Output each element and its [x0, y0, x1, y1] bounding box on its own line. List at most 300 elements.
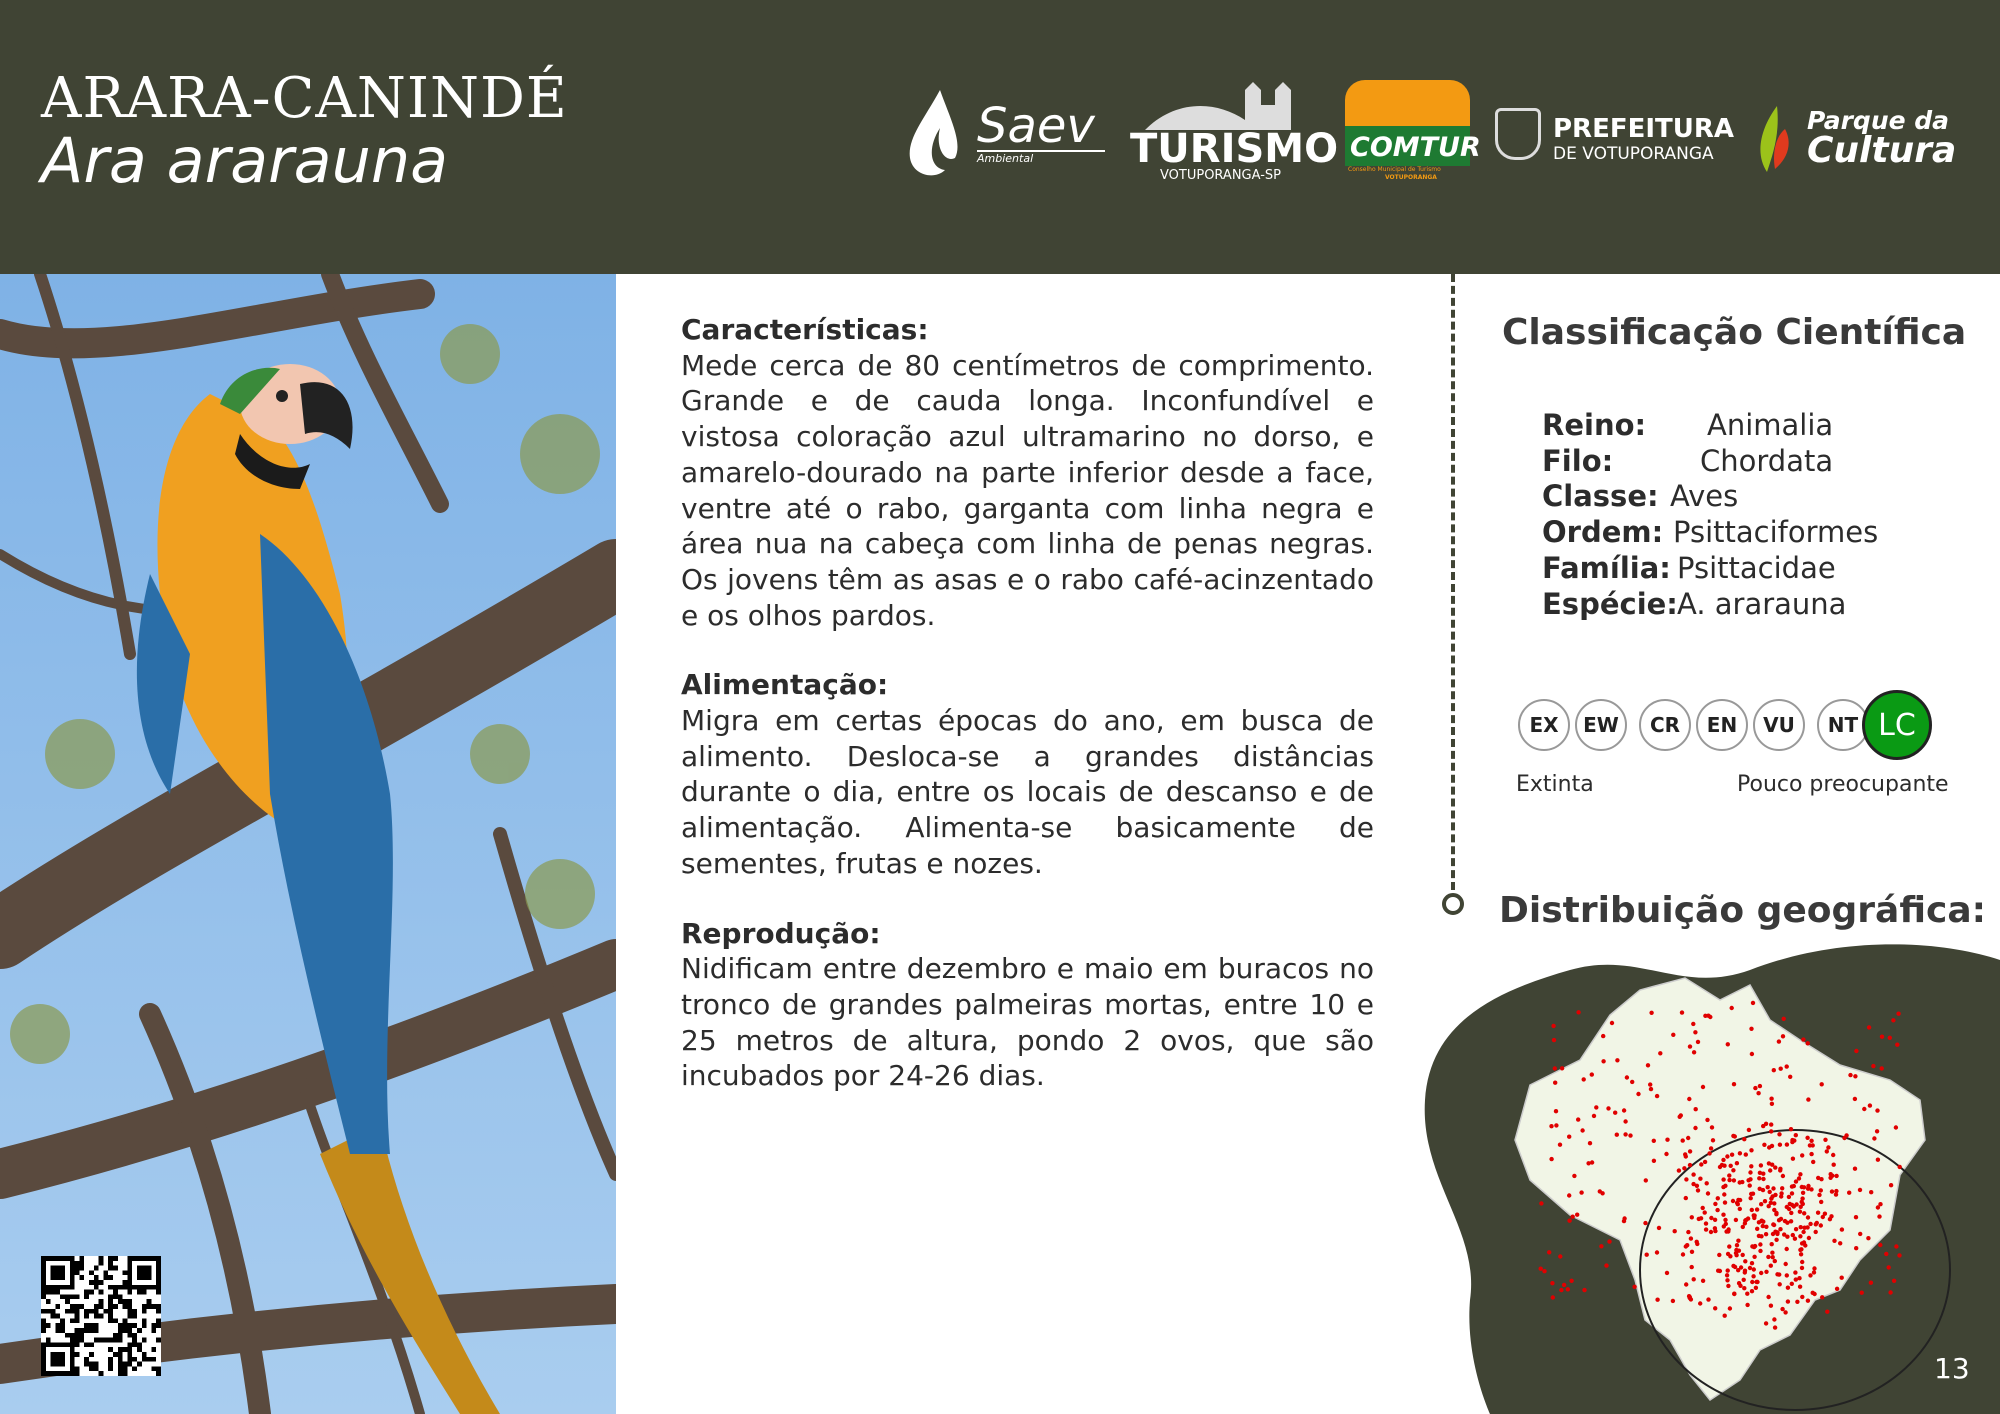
- occurrence-dot: [1539, 1201, 1543, 1205]
- occurrence-dot: [1774, 1238, 1778, 1242]
- occurrence-dot: [1733, 1134, 1737, 1138]
- occurrence-dot: [1751, 1001, 1755, 1005]
- occurrence-dot: [1615, 1058, 1619, 1062]
- scale-label-least-concern: Pouco preocupante: [1737, 772, 1949, 797]
- occurrence-dot: [1838, 1241, 1842, 1245]
- occurrence-dot: [1860, 1291, 1864, 1295]
- dashed-divider: [1451, 274, 1455, 890]
- occurrence-dot: [1891, 1018, 1895, 1022]
- occurrence-dot: [1778, 1282, 1782, 1286]
- occurrence-dot: [1725, 1154, 1729, 1158]
- occurrence-dot: [1801, 1230, 1805, 1234]
- occurrence-dot: [1686, 1136, 1690, 1140]
- distribution-map: [1420, 940, 2000, 1414]
- occurrence-dot: [1684, 1154, 1688, 1158]
- occurrence-dot: [1750, 1208, 1754, 1212]
- occurrence-dot: [1549, 1157, 1553, 1161]
- occurrence-dot: [1769, 1304, 1773, 1308]
- scientific-name: Ara ararauna: [41, 124, 449, 197]
- occurrence-dot: [1539, 1267, 1543, 1271]
- occurrence-dot: [1582, 1288, 1586, 1292]
- occurrence-dot: [1866, 1236, 1870, 1240]
- header: [0, 0, 2000, 274]
- classification-row-especie: [1542, 587, 1878, 623]
- occurrence-dot: [1820, 1295, 1824, 1299]
- occurrence-dot: [1794, 1133, 1798, 1137]
- occurrence-dot: [1622, 1216, 1626, 1220]
- occurrence-dot: [1790, 1282, 1794, 1286]
- occurrence-dot: [1816, 1211, 1820, 1215]
- occurrence-dot: [1773, 1230, 1777, 1234]
- occurrence-dot: [1853, 1074, 1857, 1078]
- occurrence-dot: [1601, 1059, 1605, 1063]
- occurrence-dot: [1830, 1189, 1834, 1193]
- occurrence-dot: [1764, 1225, 1768, 1229]
- occurrence-dot: [1665, 1271, 1669, 1275]
- occurrence-dot: [1598, 1189, 1602, 1193]
- occurrence-dot: [1604, 1263, 1608, 1267]
- occurrence-dot: [1686, 1230, 1690, 1234]
- occurrence-dot: [1791, 1157, 1795, 1161]
- occurrence-dot: [1707, 1151, 1711, 1155]
- turismo-logo-sub: VOTUPORANGA-SP: [1160, 168, 1282, 183]
- occurrence-dot: [1721, 1158, 1725, 1162]
- occurrence-dot: [1599, 1244, 1603, 1248]
- occurrence-dot: [1723, 1218, 1727, 1222]
- occurrence-dot: [1778, 1168, 1782, 1172]
- occurrence-dot: [1771, 1255, 1775, 1259]
- occurrence-dot: [1745, 1292, 1749, 1296]
- occurrence-dot: [1665, 1138, 1669, 1142]
- prefeitura-logo-sub: DE VOTUPORANGA: [1553, 144, 1714, 164]
- occurrence-dot: [1772, 1223, 1776, 1227]
- occurrence-dot: [1770, 1251, 1774, 1255]
- occurrence-dot: [1832, 1163, 1836, 1167]
- occurrence-dot: [1553, 1066, 1557, 1070]
- occurrence-dot: [1766, 1295, 1770, 1299]
- occurrence-dot: [1576, 1117, 1580, 1121]
- occurrence-dot: [1623, 1119, 1627, 1123]
- occurrence-dot: [1735, 1243, 1739, 1247]
- occurrence-dot: [1684, 1177, 1688, 1181]
- occurrence-dot: [1768, 1168, 1772, 1172]
- occurrence-dot: [1726, 1268, 1730, 1272]
- occurrence-dot: [1630, 1080, 1634, 1084]
- comtur-logo: [1345, 80, 1481, 181]
- occurrence-dot: [1547, 1250, 1551, 1254]
- occurrence-dot: [1691, 1022, 1695, 1026]
- occurrence-dot: [1749, 1164, 1753, 1168]
- occurrence-dot: [1880, 1035, 1884, 1039]
- occurrence-dot: [1798, 1248, 1802, 1252]
- occurrence-dot: [1590, 1072, 1594, 1076]
- occurrence-dot: [1560, 1066, 1564, 1070]
- occurrence-dot: [1554, 1109, 1558, 1113]
- occurrence-dot: [1549, 1124, 1553, 1128]
- page-number: 13: [1934, 1352, 1970, 1385]
- reproducao-heading: Reprodução:: [681, 916, 881, 950]
- occurrence-dot: [1688, 1044, 1692, 1048]
- occurrence-dot: [1834, 1174, 1838, 1178]
- occurrence-dot: [1759, 1271, 1763, 1275]
- occurrence-dot: [1692, 1277, 1696, 1281]
- occurrence-dot: [1761, 1188, 1765, 1192]
- occurrence-dot: [1550, 1281, 1554, 1285]
- occurrence-dot: [1744, 1218, 1748, 1222]
- occurrence-dot: [1862, 1107, 1866, 1111]
- occurrence-dot: [1601, 1034, 1605, 1038]
- classification-row-ordem: [1542, 515, 1878, 551]
- occurrence-dot: [1750, 1261, 1754, 1265]
- occurrence-dot: [1785, 1221, 1789, 1225]
- occurrence-dot: [1553, 1081, 1557, 1085]
- occurrence-dot: [1800, 1266, 1804, 1270]
- occurrence-dot: [1800, 1260, 1804, 1264]
- occurrence-dot: [1709, 1146, 1713, 1150]
- occurrence-dot: [1808, 1222, 1812, 1226]
- occurrence-dot: [1717, 1253, 1721, 1257]
- occurrence-dot: [1848, 1073, 1852, 1077]
- occurrence-dot: [1790, 1191, 1794, 1195]
- row-value: A. ararauna: [1677, 586, 1847, 621]
- occurrence-dot: [1722, 1164, 1726, 1168]
- row-label: Ordem:: [1542, 515, 1664, 550]
- occurrence-dot: [1567, 1219, 1571, 1223]
- occurrence-dot: [1742, 1278, 1746, 1282]
- occurrence-dot: [1768, 1190, 1772, 1194]
- occurrence-dot: [1752, 1245, 1756, 1249]
- occurrence-dot: [1782, 1017, 1786, 1021]
- occurrence-dot: [1704, 1227, 1708, 1231]
- occurrence-dot: [1766, 1255, 1770, 1259]
- occurrence-dot: [1754, 1286, 1758, 1290]
- occurrence-dot: [1715, 1208, 1719, 1212]
- occurrence-dot: [1840, 1227, 1844, 1231]
- occurrence-dot: [1726, 1042, 1730, 1046]
- occurrence-dot: [1785, 1273, 1789, 1277]
- occurrence-dot: [1884, 1252, 1888, 1256]
- occurrence-dot: [1809, 1152, 1813, 1156]
- occurrence-dot: [1655, 1250, 1659, 1254]
- occurrence-dot: [1853, 1167, 1857, 1171]
- occurrence-dot: [1542, 1269, 1546, 1273]
- occurrence-dot: [1759, 1163, 1763, 1167]
- occurrence-dot: [1817, 1193, 1821, 1197]
- occurrence-dot: [1748, 1183, 1752, 1187]
- occurrence-dot: [1897, 1253, 1901, 1257]
- occurrence-dot: [1876, 1158, 1880, 1162]
- divider-end-circle: [1442, 893, 1464, 915]
- occurrence-dot: [1681, 1252, 1685, 1256]
- occurrence-dot: [1755, 1227, 1759, 1231]
- occurrence-dot: [1840, 1276, 1844, 1280]
- occurrence-dot: [1588, 1141, 1592, 1145]
- occurrence-dot: [1789, 1211, 1793, 1215]
- status-badge-lc-selected: LC: [1862, 690, 1932, 760]
- saev-drop-icon: [905, 88, 965, 178]
- occurrence-dot: [1777, 1039, 1781, 1043]
- occurrence-dot: [1748, 1266, 1752, 1270]
- occurrence-dot: [1582, 1077, 1586, 1081]
- occurrence-dot: [1706, 1014, 1710, 1018]
- occurrence-dot: [1802, 1226, 1806, 1230]
- macaw-photo: [0, 274, 616, 1414]
- occurrence-dot: [1788, 1075, 1792, 1079]
- occurrence-dot: [1880, 1066, 1884, 1070]
- occurrence-dot: [1785, 1064, 1789, 1068]
- occurrence-dot: [1552, 1038, 1556, 1042]
- occurrence-dot: [1802, 1211, 1806, 1215]
- occurrence-dot: [1772, 1208, 1776, 1212]
- occurrence-dot: [1777, 1272, 1781, 1276]
- occurrence-dot: [1731, 1168, 1735, 1172]
- occurrence-dot: [1632, 1285, 1636, 1289]
- occurrence-dot: [1749, 1148, 1753, 1152]
- occurrence-dot: [1785, 1142, 1789, 1146]
- occurrence-dot: [1801, 1191, 1805, 1195]
- saev-logo-sub: Ambiental: [977, 150, 1105, 165]
- occurrence-dot: [1887, 1265, 1891, 1269]
- occurrence-dot: [1728, 1254, 1732, 1258]
- occurrence-dot: [1772, 1068, 1776, 1072]
- occurrence-dot: [1695, 1184, 1699, 1188]
- occurrence-dot: [1579, 1190, 1583, 1194]
- occurrence-dot: [1778, 1227, 1782, 1231]
- occurrence-dot: [1648, 1082, 1652, 1086]
- status-badge-nt: NT: [1817, 699, 1869, 751]
- caracteristicas-heading: Características:: [681, 313, 929, 346]
- occurrence-dot: [1755, 1207, 1759, 1211]
- occurrence-dot: [1731, 1199, 1735, 1203]
- occurrence-dot: [1779, 1191, 1783, 1195]
- occurrence-dot: [1572, 1174, 1576, 1178]
- turismo-logo: [1130, 80, 1339, 183]
- distribution-title: Distribuição geográfica:: [1499, 890, 1987, 931]
- occurrence-dot: [1785, 1247, 1789, 1251]
- occurrence-dot: [1725, 1273, 1729, 1277]
- occurrence-dot: [1806, 1041, 1810, 1045]
- occurrence-dot: [1607, 1239, 1611, 1243]
- occurrence-dot: [1819, 1200, 1823, 1204]
- occurrence-dot: [1688, 1163, 1692, 1167]
- common-name-title: ARARA-CANINDÉ: [41, 66, 568, 131]
- occurrence-dot: [1737, 1281, 1741, 1285]
- occurrence-dot: [1710, 1125, 1714, 1129]
- occurrence-dot: [1562, 1283, 1566, 1287]
- occurrence-dot: [1734, 1253, 1738, 1257]
- occurrence-dot: [1571, 1215, 1575, 1219]
- occurrence-dot: [1695, 1242, 1699, 1246]
- occurrence-dot: [1644, 1178, 1648, 1182]
- occurrence-dot: [1819, 1223, 1823, 1227]
- caracteristicas-text: Mede cerca de 80 centímetros de comprimento. Grande e de cauda longa. Inconfundível e vistosa coloração azul ultramarino no dorso, e amarelo-dourado na parte inferior desde a face, ventre até o rabo, garganta com linha negra e área nua na cabeça com linha de penas negras. Os jovens têm as asas e o rabo café-acinzentado e os olhos pardos.: [681, 348, 1374, 632]
- occurrence-dot: [1727, 1173, 1731, 1177]
- occurrence-dot: [1894, 1244, 1898, 1248]
- occurrence-dot: [1872, 1136, 1876, 1140]
- occurrence-dot: [1749, 1192, 1753, 1196]
- occurrence-dot: [1835, 1287, 1839, 1291]
- occurrence-dot: [1569, 1279, 1573, 1283]
- occurrence-dot: [1646, 1063, 1650, 1067]
- comtur-top-shape: [1345, 80, 1470, 132]
- occurrence-dot: [1623, 1132, 1627, 1136]
- row-label: Filo:: [1542, 443, 1614, 478]
- occurrence-dot: [1592, 1114, 1596, 1118]
- occurrence-dot: [1826, 1145, 1830, 1149]
- occurrence-dot: [1789, 1127, 1793, 1131]
- occurrence-dot: [1858, 1232, 1862, 1236]
- occurrence-dot: [1773, 1193, 1777, 1197]
- occurrence-dot: [1792, 1184, 1796, 1188]
- occurrence-dot: [1730, 1006, 1734, 1010]
- occurrence-dot: [1778, 1143, 1782, 1147]
- occurrence-dot: [1716, 1269, 1720, 1273]
- occurrence-dot: [1816, 1176, 1820, 1180]
- occurrence-dot: [1889, 1183, 1893, 1187]
- occurrence-dot: [1800, 1200, 1804, 1204]
- occurrence-dot: [1777, 1218, 1781, 1222]
- occurrence-dot: [1750, 1280, 1754, 1284]
- occurrence-dot: [1787, 1195, 1791, 1199]
- occurrence-dot: [1558, 1254, 1562, 1258]
- occurrence-dot: [1795, 1300, 1799, 1304]
- occurrence-dot: [1895, 1043, 1899, 1047]
- occurrence-dot: [1713, 1306, 1717, 1310]
- occurrence-dot: [1735, 1161, 1739, 1165]
- occurrence-dot: [1797, 1276, 1801, 1280]
- occurrence-dot: [1551, 1024, 1555, 1028]
- occurrence-dot: [1771, 1186, 1775, 1190]
- occurrence-dot: [1798, 1172, 1802, 1176]
- occurrence-dot: [1701, 1206, 1705, 1210]
- occurrence-dot: [1780, 1307, 1784, 1311]
- qr-code[interactable]: [41, 1256, 161, 1376]
- occurrence-dot: [1744, 1152, 1748, 1156]
- occurrence-dot: [1799, 1252, 1803, 1256]
- occurrence-dot: [1769, 1129, 1773, 1133]
- occurrence-dot: [1575, 1213, 1579, 1217]
- occurrence-dot: [1693, 1030, 1697, 1034]
- status-badge-ex: EX: [1518, 699, 1570, 751]
- occurrence-dot: [1726, 1229, 1730, 1233]
- status-badge-ew: EW: [1575, 699, 1627, 751]
- occurrence-dot: [1703, 1160, 1707, 1164]
- occurrence-dot: [1738, 1207, 1742, 1211]
- occurrence-dot: [1764, 1270, 1768, 1274]
- conservation-status-scale: [1518, 690, 1937, 760]
- occurrence-dot: [1798, 1210, 1802, 1214]
- occurrence-dot: [1868, 1103, 1872, 1107]
- row-label: Família:: [1542, 550, 1671, 585]
- occurrence-dot: [1622, 1108, 1626, 1112]
- occurrence-dot: [1854, 1246, 1858, 1250]
- occurrence-dot: [1763, 1199, 1767, 1203]
- occurrence-dot: [1825, 1149, 1829, 1153]
- occurrence-dot: [1690, 1265, 1694, 1269]
- occurrence-dot: [1770, 1163, 1774, 1167]
- occurrence-dot: [1645, 1253, 1649, 1257]
- occurrence-dot: [1791, 1233, 1795, 1237]
- occurrence-dot: [1558, 1143, 1562, 1147]
- occurrence-dot: [1808, 1143, 1812, 1147]
- parque-logo-text: Parque da: [1807, 106, 1950, 135]
- occurrence-dot: [1769, 1097, 1773, 1101]
- status-badge-vu: VU: [1753, 699, 1805, 751]
- status-badge-cr: CR: [1639, 699, 1691, 751]
- comtur-logo-sub: Conselho Municipal de Turismo: [1348, 166, 1441, 173]
- occurrence-dot: [1734, 1248, 1738, 1252]
- occurrence-dot: [1756, 1091, 1760, 1095]
- occurrence-dot: [1764, 1232, 1768, 1236]
- occurrence-dot: [1779, 1067, 1783, 1071]
- classification-row-reino: [1542, 408, 1878, 444]
- occurrence-dot: [1847, 1191, 1851, 1195]
- occurrence-dot: [1750, 1052, 1754, 1056]
- occurrence-dot: [1687, 1294, 1691, 1298]
- occurrence-dot: [1800, 1153, 1804, 1157]
- occurrence-dot: [1853, 1097, 1857, 1101]
- occurrence-dot: [1807, 1236, 1811, 1240]
- occurrence-dot: [1743, 1269, 1747, 1273]
- comtur-logo-text: COMTUR: [1350, 132, 1481, 163]
- occurrence-dot: [1696, 1040, 1700, 1044]
- occurrence-dot: [1754, 1280, 1758, 1284]
- occurrence-dot: [1812, 1292, 1816, 1296]
- occurrence-dot: [1800, 1241, 1804, 1245]
- occurrence-dot: [1738, 1180, 1742, 1184]
- row-value: Animalia: [1707, 408, 1834, 442]
- occurrence-dot: [1693, 1126, 1697, 1130]
- occurrence-dot: [1894, 1125, 1898, 1129]
- occurrence-dot: [1777, 1132, 1781, 1136]
- occurrence-dot: [1673, 1229, 1677, 1233]
- occurrence-dot: [1888, 1290, 1892, 1294]
- row-value: Chordata: [1700, 443, 1834, 478]
- occurrence-dot: [1823, 1212, 1827, 1216]
- occurrence-dot: [1711, 1138, 1715, 1142]
- occurrence-dot: [1812, 1270, 1816, 1274]
- occurrence-dot: [1809, 1187, 1813, 1191]
- occurrence-dot: [1671, 1299, 1675, 1303]
- occurrence-dot: [1772, 1317, 1776, 1321]
- occurrence-dot: [1770, 1102, 1774, 1106]
- occurrence-dot: [1699, 1216, 1703, 1220]
- occurrence-dot: [1696, 1188, 1700, 1192]
- occurrence-dot: [1757, 1220, 1761, 1224]
- classification-table: [1542, 408, 1878, 622]
- occurrence-dot: [1736, 1268, 1740, 1272]
- occurrence-dot: [1757, 1176, 1761, 1180]
- row-label: Espécie:: [1542, 586, 1678, 621]
- occurrence-dot: [1761, 1172, 1765, 1176]
- occurrence-dot: [1773, 1325, 1777, 1329]
- parque-logo-sub: Cultura: [1807, 130, 1957, 171]
- occurrence-dot: [1784, 1262, 1788, 1266]
- occurrence-dot: [1615, 1133, 1619, 1137]
- occurrence-dot: [1625, 1075, 1629, 1079]
- occurrence-dot: [1785, 1235, 1789, 1239]
- occurrence-dot: [1687, 1097, 1691, 1101]
- prefeitura-logo-text: PREFEITURA: [1553, 114, 1735, 144]
- occurrence-dot: [1757, 1234, 1761, 1238]
- occurrence-dot: [1576, 1010, 1580, 1014]
- occurrence-dot: [1750, 1289, 1754, 1293]
- alimentacao-text: Migra em certas épocas do ano, em busca de alimento. Desloca-se a grandes distâncias durante o dia, entre os locais de descanso e de alimentação. Alimenta-se basicamente de sementes, frutas e nozes.: [681, 704, 1374, 880]
- occurrence-dot: [1706, 1191, 1710, 1195]
- occurrence-dot: [1698, 1177, 1702, 1181]
- occurrence-dot: [1877, 1214, 1881, 1218]
- occurrence-dot: [1649, 1087, 1653, 1091]
